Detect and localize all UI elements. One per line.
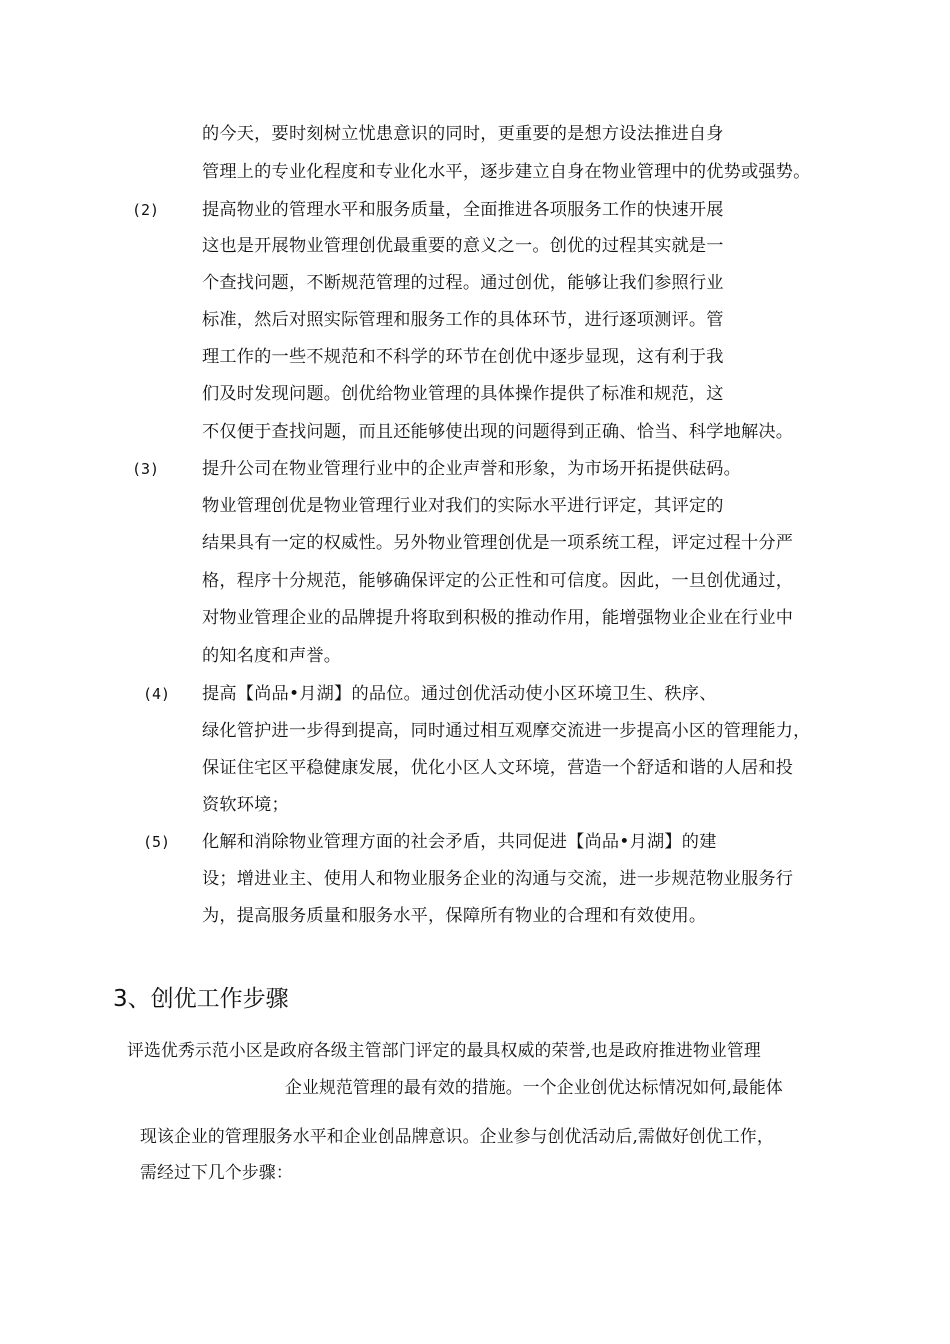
paragraph-line: 需经过下几个步骤： bbox=[140, 1162, 293, 1182]
paragraph-line: 提升公司在物业管理行业中的企业声誉和形象，为市场开拓提供砝码。 bbox=[202, 459, 742, 479]
paragraph-line: 的今天，要时刻树立忧患意识的同时，更重要的是想方设法推进自身 bbox=[202, 124, 724, 144]
paragraph-line: 格，程序十分规范，能够确保评定的公正性和可信度。因此，一旦创优通过， bbox=[202, 571, 794, 591]
paragraph-line: 标准，然后对照实际管理和服务工作的具体环节，进行逐项测评。管 bbox=[202, 310, 724, 330]
paragraph-line: 为，提高服务质量和服务水平，保障所有物业的合理和有效使用。 bbox=[202, 906, 707, 926]
paragraph-line: 设；增进业主、使用人和物业服务企业的沟通与交流，进一步规范物业服务行 bbox=[202, 869, 794, 889]
paragraph-line: 提高物业的管理水平和服务质量，全面推进各项服务工作的快速开展 bbox=[202, 200, 724, 220]
section-heading: 3、创优工作步骤 bbox=[113, 986, 289, 1012]
paragraph-line: 提高【尚品•月湖】的品位。通过创优活动使小区环境卫生、秩序、 bbox=[202, 684, 717, 704]
paragraph-line: 们及时发现问题。创优给物业管理的具体操作提供了标准和规范，这 bbox=[202, 384, 724, 404]
paragraph-line: 对物业管理企业的品牌提升将取到积极的推动作用，能增强物业企业在行业中 bbox=[202, 608, 794, 628]
paragraph-line: 评选优秀示范小区是政府各级主管部门评定的最具权威的荣誉,也是政府推进物业管理 bbox=[127, 1040, 761, 1060]
paragraph-line: 不仅便于查找问题，而且还能够使出现的问题得到正确、恰当、科学地解决。 bbox=[202, 422, 794, 442]
paragraph-line: 企业规范管理的最有效的措施。一个企业创优达标情况如何,最能体 bbox=[285, 1077, 783, 1097]
list-number: (3) bbox=[132, 460, 160, 478]
paragraph-line: 理工作的一些不规范和不科学的环节在创优中逐步显现，这有利于我 bbox=[202, 347, 724, 367]
paragraph-line: 结果具有一定的权威性。另外物业管理创优是一项系统工程，评定过程十分严 bbox=[202, 533, 794, 553]
list-number: (5) bbox=[143, 833, 171, 851]
paragraph-line: 个查找问题，不断规范管理的过程。通过创优，能够让我们参照行业 bbox=[202, 273, 724, 293]
paragraph-line: 管理上的专业化程度和专业化水平，逐步建立自身在物业管理中的优势或强势。 bbox=[202, 162, 811, 182]
paragraph-line: 化解和消除物业管理方面的社会矛盾，共同促进【尚品•月湖】的建 bbox=[202, 832, 717, 852]
paragraph-line: 现该企业的管理服务水平和企业创品牌意识。企业参与创优活动后,需做好创优工作， bbox=[140, 1126, 774, 1146]
paragraph-line: 保证住宅区平稳健康发展，优化小区人文环境，营造一个舒适和谐的人居和投 bbox=[202, 758, 794, 778]
list-number: (2) bbox=[132, 201, 160, 219]
paragraph-line: 的知名度和声誉。 bbox=[202, 646, 342, 666]
paragraph-line: 资软环境； bbox=[202, 795, 289, 815]
paragraph-line: 这也是开展物业管理创优最重要的意义之一。创优的过程其实就是一 bbox=[202, 236, 724, 256]
paragraph-line: 物业管理创优是物业管理行业对我们的实际水平进行评定，其评定的 bbox=[202, 496, 724, 516]
paragraph-line: 绿化管护进一步得到提高，同时通过相互观摩交流进一步提高小区的管理能力， bbox=[202, 721, 811, 741]
list-number: (4) bbox=[143, 685, 171, 703]
